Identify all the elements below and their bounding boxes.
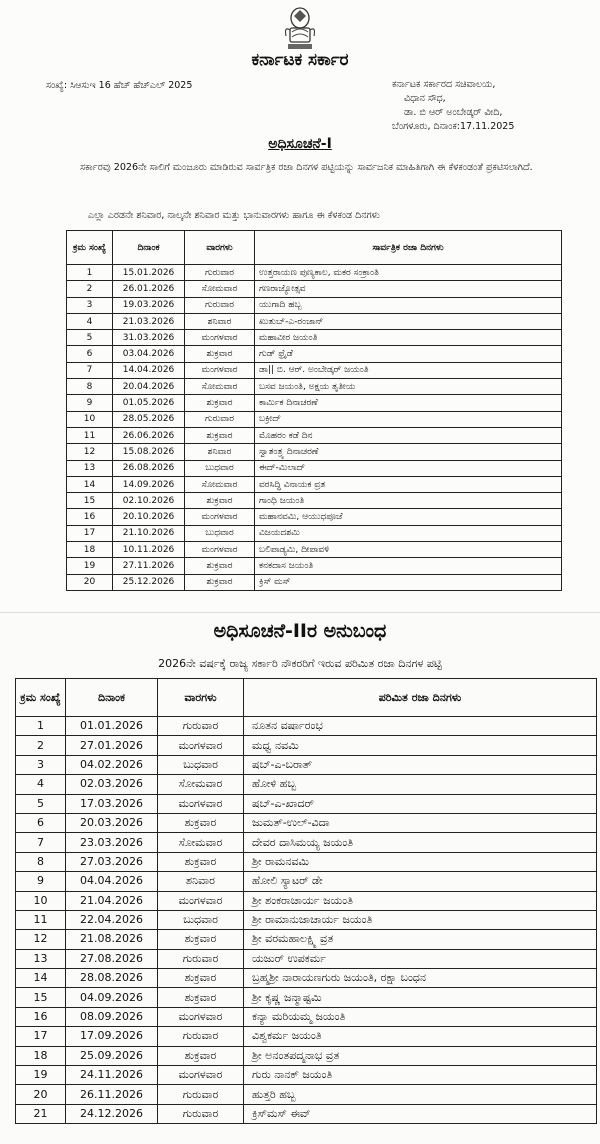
date-cell: 27.11.2026 (113, 558, 185, 574)
date-cell: 28.05.2026 (113, 411, 185, 427)
table-row (67, 444, 562, 460)
table-row (16, 1085, 597, 1104)
holiday-name-cell: ಬಸವ ಜಯಂತಿ, ಅಕ್ಷಯ ತೃತೀಯ (255, 379, 562, 395)
holiday-name-cell: ಹೋಳಿ ಹಬ್ಬ (244, 775, 597, 794)
serial-number-cell: 1 (16, 717, 66, 736)
table-row (16, 988, 597, 1007)
serial-number-cell: 20 (16, 1085, 66, 1104)
table-row (67, 395, 562, 411)
holiday-name-cell: ಶ್ರೀ ರಾಮನವಮಿ (244, 852, 597, 871)
table-row (16, 1046, 597, 1065)
serial-number-cell: 14 (16, 969, 66, 988)
serial-number-cell: 17 (16, 1027, 66, 1046)
weekday-cell: ಗುರುವಾರ (158, 1085, 244, 1104)
date-cell: 19.03.2026 (113, 297, 185, 313)
date-cell: 31.03.2026 (113, 330, 185, 346)
serial-number-cell: 17 (67, 525, 113, 541)
weekday-cell: ಶುಕ್ರವಾರ (158, 930, 244, 949)
date-cell: 04.02.2026 (66, 755, 158, 774)
address-date-line: ಬೆಂಗಳೂರು, ದಿನಾಂಕ:17.11.2025 (392, 121, 515, 132)
serial-number-cell: 18 (16, 1046, 66, 1065)
table-row (67, 346, 562, 362)
weekday-cell: ಮಂಗಳವಾರ (158, 891, 244, 910)
table-row (16, 813, 597, 832)
date-cell: 17.03.2026 (66, 794, 158, 813)
table-row (67, 574, 562, 590)
table-row (16, 717, 597, 736)
weekday-cell: ಬುಧವಾರ (185, 525, 255, 541)
page-divider (0, 612, 600, 613)
weekday-cell: ಬುಧವಾರ (185, 460, 255, 476)
weekday-cell: ಶುಕ್ರವಾರ (158, 1046, 244, 1065)
holiday-name-cell: ಮಹಾವೀರ ಜಯಂತಿ (255, 330, 562, 346)
weekday-cell: ಬುಧವಾರ (158, 910, 244, 929)
weekday-cell: ಶನಿವಾರ (185, 444, 255, 460)
holiday-name-cell: ಮಧ್ವ ನವಮಿ (244, 736, 597, 755)
address-line: ಡಾ. ಬಿ ಆರ್ ಅಂಬೇಡ್ಕರ್ ವೀದಿ, (404, 107, 503, 118)
date-cell: 04.09.2026 (66, 988, 158, 1007)
table-row (67, 542, 562, 558)
serial-number-cell: 20 (67, 574, 113, 590)
general-holidays-table (66, 230, 562, 591)
weekday-cell: ಶುಕ್ರವಾರ (185, 493, 255, 509)
weekday-cell: ಮಂಗಳವಾರ (158, 736, 244, 755)
holiday-name-cell: ಯಜುರ್ ಉಪಕರ್ಮ (244, 949, 597, 968)
weekday-cell: ಗುರುವಾರ (158, 717, 244, 736)
office-address (392, 78, 572, 134)
serial-number-cell: 21 (16, 1104, 66, 1123)
weekday-cell: ಮಂಗಳವಾರ (158, 794, 244, 813)
table-row (67, 281, 562, 297)
date-cell: 27.01.2026 (66, 736, 158, 755)
holiday-name-cell: ಶ್ರೀ ವರಮಹಾಲಕ್ಷ್ಮಿ ವ್ರತ (244, 930, 597, 949)
weekday-cell: ಶುಕ್ರವಾರ (185, 395, 255, 411)
date-cell: 20.10.2026 (113, 509, 185, 525)
holiday-name-cell: ಮಹಾನವಮಿ, ಆಯುಧಪೂಜೆ (255, 509, 562, 525)
serial-number-cell: 19 (67, 558, 113, 574)
government-title: ಕರ್ನಾಟಕ ಸರ್ಕಾರ (251, 50, 349, 70)
table-row (67, 330, 562, 346)
serial-number-cell: 6 (67, 346, 113, 362)
weekday-cell: ಮಂಗಳವಾರ (185, 542, 255, 558)
table-row (16, 1104, 597, 1123)
holiday-name-cell: ಗುಡ್ ಫ್ರೈಡೆ (255, 346, 562, 362)
column-header: ಕ್ರಮ ಸಂಖ್ಯೆ (67, 231, 113, 265)
notification-intro: ಸರ್ಕಾರವು 2026ನೇ ಸಾಲಿಗೆ ಮಂಜೂರು ಮಾಡಿರುವ ಸಾರ್ವತ್ರಿಕ ರಜಾ ದಿನಗಳ ಪಟ್ಟಿಯನ್ನು ಸಾರ್ವಜನಿಕ ಮಾಹಿತಿಗಾಗಿ ಈ ಕೆಳಕಂಡಂತೆ ಪ್ರಕಟಿಸಲಾಗಿದೆ. (80, 162, 533, 173)
date-cell: 04.04.2026 (66, 872, 158, 891)
holiday-name-cell: ಕ್ರಿಸ್ ಮಸ್ (255, 574, 562, 590)
serial-number-cell: 1 (67, 265, 113, 281)
table-row (16, 910, 597, 929)
date-cell: 20.03.2026 (66, 813, 158, 832)
table-row (16, 736, 597, 755)
table-header-row (67, 231, 562, 265)
date-cell: 26.08.2026 (113, 460, 185, 476)
date-cell: 17.09.2026 (66, 1027, 158, 1046)
weekday-cell: ಮಂಗಳವಾರ (158, 1066, 244, 1085)
weekday-cell: ಗುರುವಾರ (158, 949, 244, 968)
serial-number-cell: 15 (16, 988, 66, 1007)
date-cell: 23.03.2026 (66, 833, 158, 852)
weekday-cell: ಬುಧವಾರ (158, 755, 244, 774)
date-cell: 21.04.2026 (66, 891, 158, 910)
table-row (16, 833, 597, 852)
date-cell: 25.09.2026 (66, 1046, 158, 1065)
table-row (16, 891, 597, 910)
holiday-name-cell: ನೂತನ ವರ್ಷಾರಂಭ (244, 717, 597, 736)
weekday-cell: ಶುಕ್ರವಾರ (158, 988, 244, 1007)
holiday-name-cell: ಬಲಿಪಾಡ್ಯಮಿ, ದೀಪಾವಳಿ (255, 542, 562, 558)
weekday-cell: ಶುಕ್ರವಾರ (158, 852, 244, 871)
serial-number-cell: 4 (16, 775, 66, 794)
column-header: ದಿನಾಂಕ (66, 679, 158, 717)
serial-number-cell: 5 (67, 330, 113, 346)
weekday-cell: ಶುಕ್ರವಾರ (158, 813, 244, 832)
serial-number-cell: 10 (16, 891, 66, 910)
annex-subtitle: 2026ನೇ ವರ್ಷಕ್ಕೆ ರಾಜ್ಯ ಸರ್ಕಾರಿ ನೌಕರರಿಗೆ ಇರುವ ಪರಿಮಿತ ರಜಾ ದಿನಗಳ ಪಟ್ಟಿ (158, 657, 442, 670)
table-row (67, 265, 562, 281)
date-cell: 24.12.2026 (66, 1104, 158, 1123)
date-cell: 15.01.2026 (113, 265, 185, 281)
weekday-cell: ಶನಿವಾರ (185, 313, 255, 329)
table-row (67, 313, 562, 329)
serial-number-cell: 15 (67, 493, 113, 509)
table-row (67, 476, 562, 492)
serial-number-cell: 13 (67, 460, 113, 476)
serial-number-cell: 3 (16, 755, 66, 774)
date-cell: 02.03.2026 (66, 775, 158, 794)
weekday-cell: ಸೋಮವಾರ (185, 379, 255, 395)
date-cell: 14.09.2026 (113, 476, 185, 492)
serial-number-cell: 12 (67, 444, 113, 460)
date-cell: 01.01.2026 (66, 717, 158, 736)
table-row (16, 794, 597, 813)
column-header: ದಿನಾಂಕ (113, 231, 185, 265)
table-row (67, 525, 562, 541)
table-row (16, 872, 597, 891)
date-cell: 26.06.2026 (113, 427, 185, 443)
holiday-name-cell: ಕಾರ್ಮಿಕ ದಿನಾಚರಣೆ (255, 395, 562, 411)
serial-number-cell: 2 (16, 736, 66, 755)
holiday-name-cell: ಹೋಲಿ ಸ್ಯಾಟರ್ ಡೇ (244, 872, 597, 891)
table-row (67, 509, 562, 525)
column-header: ವಾರಗಳು (185, 231, 255, 265)
date-cell: 27.08.2026 (66, 949, 158, 968)
address-line: ವಿಧಾನ ಸೌಧ, (404, 93, 446, 104)
serial-number-cell: 7 (16, 833, 66, 852)
date-cell: 01.05.2026 (113, 395, 185, 411)
annex-title: ಅಧಿಸೂಚನೆ-IIರ ಅನುಬಂಧ (213, 620, 387, 642)
weekday-cell: ಸೋಮವಾರ (185, 281, 255, 297)
serial-number-cell: 8 (67, 379, 113, 395)
serial-number-cell: 9 (16, 872, 66, 891)
restricted-holidays-table (15, 678, 597, 1124)
holiday-name-cell: ಜುಮತ್-ಉಲ್-ವಿದಾ (244, 813, 597, 832)
holiday-name-cell: ಷಬ್-ಎ-ಖಾದರ್ (244, 794, 597, 813)
holiday-name-cell: ಗಣರಾಜ್ಯೋತ್ಸವ (255, 281, 562, 297)
holiday-name-cell: ಯುಗಾದಿ ಹಬ್ಬ (255, 297, 562, 313)
serial-number-cell: 16 (16, 1007, 66, 1026)
holiday-name-cell: ಈದ್-ಮಿಲಾದ್ (255, 460, 562, 476)
weekday-cell: ಗುರುವಾರ (185, 411, 255, 427)
table-row (67, 558, 562, 574)
address-line: ಕರ್ನಾಟಕ ಸರ್ಕಾರದ ಸಚಿವಾಲಯ, (392, 79, 496, 90)
date-cell: 28.08.2026 (66, 969, 158, 988)
table-row (16, 1007, 597, 1026)
holiday-name-cell: ಮೊಹರಂ ಕಡೆ ದಿನ (255, 427, 562, 443)
serial-number-cell: 14 (67, 476, 113, 492)
date-cell: 02.10.2026 (113, 493, 185, 509)
table-header-row (16, 679, 597, 717)
notification-title: ಅಧಿಸೂಚನೆ-I (268, 136, 332, 152)
serial-number-cell: 13 (16, 949, 66, 968)
serial-number-cell: 3 (67, 297, 113, 313)
serial-number-cell: 8 (16, 852, 66, 871)
date-cell: 26.01.2026 (113, 281, 185, 297)
serial-number-cell: 16 (67, 509, 113, 525)
holiday-name-cell: ಖುತುಬ್-ಎ-ರಂಜಾನ್ (255, 313, 562, 329)
weekday-cell: ಶುಕ್ರವಾರ (185, 346, 255, 362)
date-cell: 21.03.2026 (113, 313, 185, 329)
date-cell: 21.10.2026 (113, 525, 185, 541)
date-cell: 03.04.2026 (113, 346, 185, 362)
date-cell: 08.09.2026 (66, 1007, 158, 1026)
holiday-name-cell: ಷಬ್-ಎ-ಬರಾತ್ (244, 755, 597, 774)
weekday-cell: ಶುಕ್ರವಾರ (185, 574, 255, 590)
table-row (16, 755, 597, 774)
holiday-name-cell: ಬಕ್ರೀದ್ (255, 411, 562, 427)
holiday-name-cell: ಹುತ್ತರಿ ಹಬ್ಬ (244, 1085, 597, 1104)
holiday-name-cell: ಶ್ರೀ ಶಂಕರಾಚಾರ್ಯ ಜಯಂತಿ (244, 891, 597, 910)
serial-number-cell: 10 (67, 411, 113, 427)
date-cell: 21.08.2026 (66, 930, 158, 949)
column-header: ಪರಿಮಿತ ರಜಾ ದಿನಗಳು (244, 679, 597, 717)
weekday-cell: ಗುರುವಾರ (185, 265, 255, 281)
holiday-name-cell: ಗುರು ನಾನಕ್ ಜಯಂತಿ (244, 1066, 597, 1085)
holiday-name-cell: ಬ್ರಹ್ಮಶ್ರೀ ನಾರಾಯಣಗುರು ಜಯಂತಿ, ರಕ್ಷಾ ಬಂಧನ (244, 969, 597, 988)
holiday-name-cell: ಡಾ|| ಬಿ. ಆರ್. ಅಂಬೇಡ್ಕರ್ ಜಯಂತಿ (255, 362, 562, 378)
weekday-cell: ಗುರುವಾರ (158, 1104, 244, 1123)
table-row (16, 949, 597, 968)
holiday-name-cell: ಗಾಂಧಿ ಜಯಂತಿ (255, 493, 562, 509)
holiday-name-cell: ದೇವರ ದಾಸಿಮಯ್ಯ ಜಯಂತಿ (244, 833, 597, 852)
date-cell: 27.03.2026 (66, 852, 158, 871)
weekday-cell: ಮಂಗಳವಾರ (185, 362, 255, 378)
weekday-cell: ಮಂಗಳವಾರ (185, 330, 255, 346)
table-row (16, 852, 597, 871)
holiday-name-cell: ಕನ್ಯಾ ಮರಿಯಮ್ಮ ಜಯಂತಿ (244, 1007, 597, 1026)
serial-number-cell: 2 (67, 281, 113, 297)
holiday-name-cell: ವರಸಿದ್ಧಿ ವಿನಾಯಕ ವ್ರತ (255, 476, 562, 492)
date-cell: 10.11.2026 (113, 542, 185, 558)
date-cell: 20.04.2026 (113, 379, 185, 395)
weekday-cell: ಸೋಮವಾರ (158, 775, 244, 794)
date-cell: 22.04.2026 (66, 910, 158, 929)
serial-number-cell: 11 (16, 910, 66, 929)
table-row (16, 930, 597, 949)
table-row (16, 775, 597, 794)
column-header: ವಾರಗಳು (158, 679, 244, 717)
holiday-name-cell: ವಿಜಯದಶಮಿ (255, 525, 562, 541)
table-row (67, 427, 562, 443)
serial-number-cell: 7 (67, 362, 113, 378)
date-cell: 26.11.2026 (66, 1085, 158, 1104)
serial-number-cell: 18 (67, 542, 113, 558)
weekday-cell: ಗುರುವಾರ (185, 297, 255, 313)
weekday-cell: ಶುಕ್ರವಾರ (185, 427, 255, 443)
table-row (67, 493, 562, 509)
serial-number-cell: 11 (67, 427, 113, 443)
table-row (67, 379, 562, 395)
weekday-cell: ಮಂಗಳವಾರ (185, 509, 255, 525)
column-header: ಸಾರ್ವತ್ರಿಕ ರಜಾ ದಿನಗಳು (255, 231, 562, 265)
date-cell: 25.12.2026 (113, 574, 185, 590)
holiday-name-cell: ಶ್ರೀ ಅನಂತಪದ್ಮನಾಭ ವ್ರತ (244, 1046, 597, 1065)
holiday-subheading: ಎಲ್ಲಾ ಎರಡನೇ ಶನಿವಾರ, ನಾಲ್ಕನೇ ಶನಿವಾರ ಮತ್ತು ಭಾನುವಾರಗಳು ಹಾಗೂ ಈ ಕೆಳಕಂಡ ದಿನಗಳು (88, 210, 380, 221)
holiday-name-cell: ಶ್ರೀ ಕೃಷ್ಣ ಜನ್ಮಾಷ್ಟಮಿ (244, 988, 597, 1007)
date-cell: 15.08.2026 (113, 444, 185, 460)
weekday-cell: ಶುಕ್ರವಾರ (185, 558, 255, 574)
table-row (67, 460, 562, 476)
column-header: ಕ್ರಮ ಸಂಖ್ಯೆ (16, 679, 66, 717)
serial-number-cell: 9 (67, 395, 113, 411)
weekday-cell: ಸೋಮವಾರ (185, 476, 255, 492)
table-row (16, 969, 597, 988)
table-row (16, 1066, 597, 1085)
serial-number-cell: 4 (67, 313, 113, 329)
holiday-name-cell: ಉತ್ತರಾಯಣ ಪುಣ್ಯಕಾಲ, ಮಕರ ಸಂಕ್ರಾಂತಿ (255, 265, 562, 281)
serial-number-cell: 12 (16, 930, 66, 949)
holiday-name-cell: ಸ್ವಾತಂತ್ರ್ಯ ದಿನಾಚರಣೆ (255, 444, 562, 460)
serial-number-cell: 5 (16, 794, 66, 813)
table-row (67, 411, 562, 427)
holiday-name-cell: ಶ್ರೀ ರಾಮಾನುಜಾಚಾರ್ಯ ಜಯಂತಿ (244, 910, 597, 929)
holiday-name-cell: ಕ್ರಿಸ್‌ಮಸ್ ಈವ್ (244, 1104, 597, 1123)
holiday-name-cell: ಕನಕದಾಸ ಜಯಂತಿ (255, 558, 562, 574)
reference-number: ಸಂಖ್ಯೆ: ಸಿಆಸುಇ 16 ಹೆಚ್ ಹೆಚ್ಎಲ್ 2025 (46, 80, 193, 91)
serial-number-cell: 6 (16, 813, 66, 832)
table-row (67, 362, 562, 378)
weekday-cell: ಮಂಗಳವಾರ (158, 1007, 244, 1026)
weekday-cell: ಶುಕ್ರವಾರ (158, 969, 244, 988)
weekday-cell: ಸೋಮವಾರ (158, 833, 244, 852)
table-row (16, 1027, 597, 1046)
weekday-cell: ಗುರುವಾರ (158, 1027, 244, 1046)
date-cell: 14.04.2026 (113, 362, 185, 378)
holiday-name-cell: ವಿಶ್ವಕರ್ಮ ಜಯಂತಿ (244, 1027, 597, 1046)
date-cell: 24.11.2026 (66, 1066, 158, 1085)
state-emblem-icon (282, 6, 318, 52)
weekday-cell: ಶನಿವಾರ (158, 872, 244, 891)
table-row (67, 297, 562, 313)
serial-number-cell: 19 (16, 1066, 66, 1085)
